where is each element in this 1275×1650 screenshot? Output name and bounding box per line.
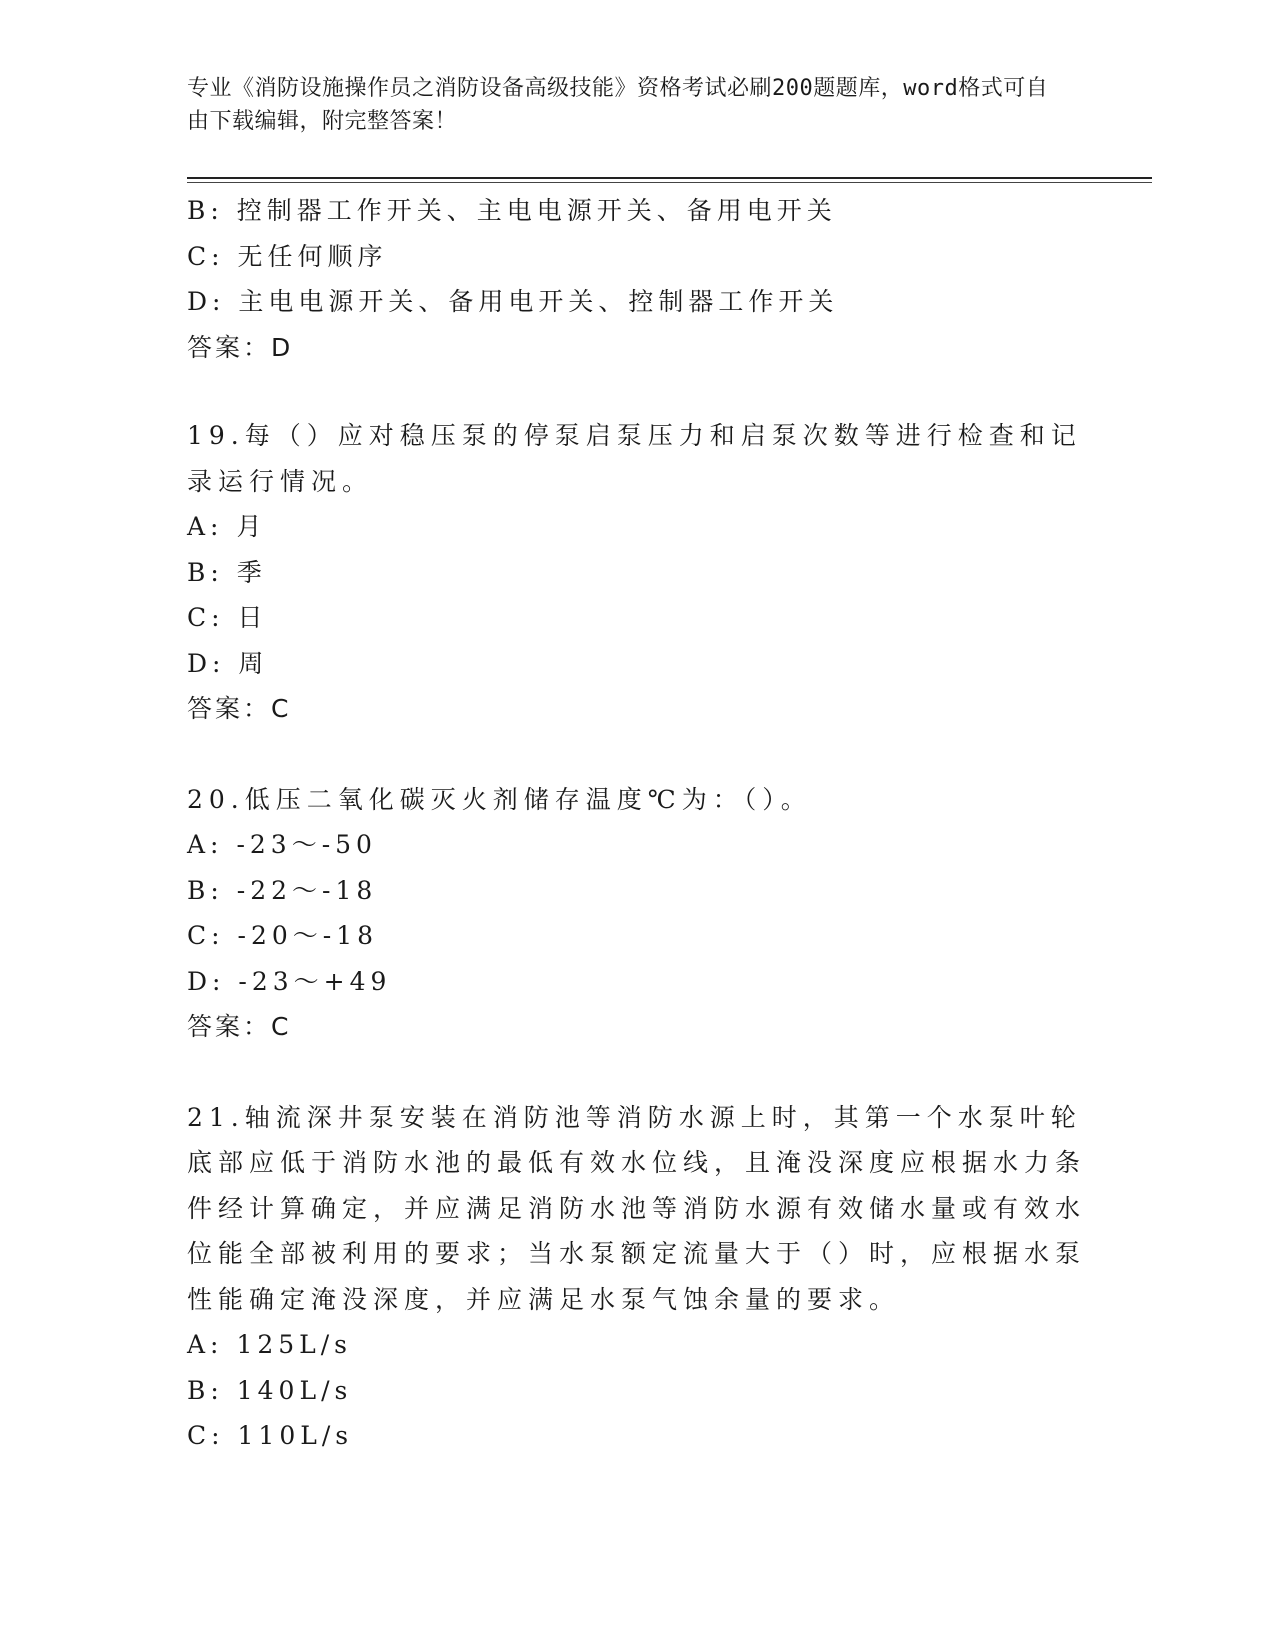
option-c: C: 无任何顺序 xyxy=(187,241,388,271)
answer-line: 答案：D xyxy=(187,332,294,362)
question-21 xyxy=(187,1095,1087,1459)
header-rule-thin xyxy=(187,182,1152,183)
option-a: A: 月 xyxy=(187,512,267,541)
header-rule-thick xyxy=(187,177,1152,179)
question-19 xyxy=(187,413,1087,732)
question-text: 20.低压二氧化碳灭火剂储存温度℃为：（）。 xyxy=(187,784,812,814)
option-c: C: 日 xyxy=(187,603,268,632)
document-header: 专业《消防设施操作员之消防设备高级技能》资格考试必刷200题题库，word格式可自由下载编辑，附完整答案！ xyxy=(187,76,1049,134)
spacer xyxy=(187,1050,1087,1095)
question-20 xyxy=(187,777,1087,1050)
option-b: B: 控制器工作开关、主电电源开关、备用电开关 xyxy=(187,196,837,225)
option-d: D: -23～+49 xyxy=(187,966,392,996)
option-c: C: 110L/s xyxy=(187,1421,354,1450)
option-d: D: 主电电源开关、备用电开关、控制器工作开关 xyxy=(187,287,839,316)
option-c: C: -20～-18 xyxy=(187,921,379,950)
option-a: A: 125L/s xyxy=(187,1330,353,1359)
answer-line: 答案：C xyxy=(187,1012,292,1041)
option-a: A: -23～-50 xyxy=(187,830,377,859)
question-text: 21.轴流深井泵安装在消防池等消防水源上时，其第一个水泵叶轮底部应低于消防水池的最低有效水位线，且淹没深度应根据水力条件经计算确定，并应满足消防水池等消防水源有效储水量或有效水位能全部被利用的要求；当水泵额定流量大于（）时，应根据水泵性能确定淹没深度，并应满足水泵气蚀余量的要求。 xyxy=(187,1102,1087,1314)
option-b: B: -22～-18 xyxy=(187,875,378,905)
spacer xyxy=(187,370,1087,415)
answer-line: 答案：C xyxy=(187,694,292,723)
document-body xyxy=(187,188,1087,1459)
question-18-continuation xyxy=(187,188,1087,370)
option-b: B: 季 xyxy=(187,557,267,587)
spacer xyxy=(187,732,1087,777)
option-d: D: 周 xyxy=(187,648,269,678)
option-b: B: 140L/s xyxy=(187,1375,353,1405)
question-text: 19.每（）应对稳压泵的停泵启泵压力和启泵次数等进行检查和记录运行情况。 xyxy=(187,421,1082,496)
